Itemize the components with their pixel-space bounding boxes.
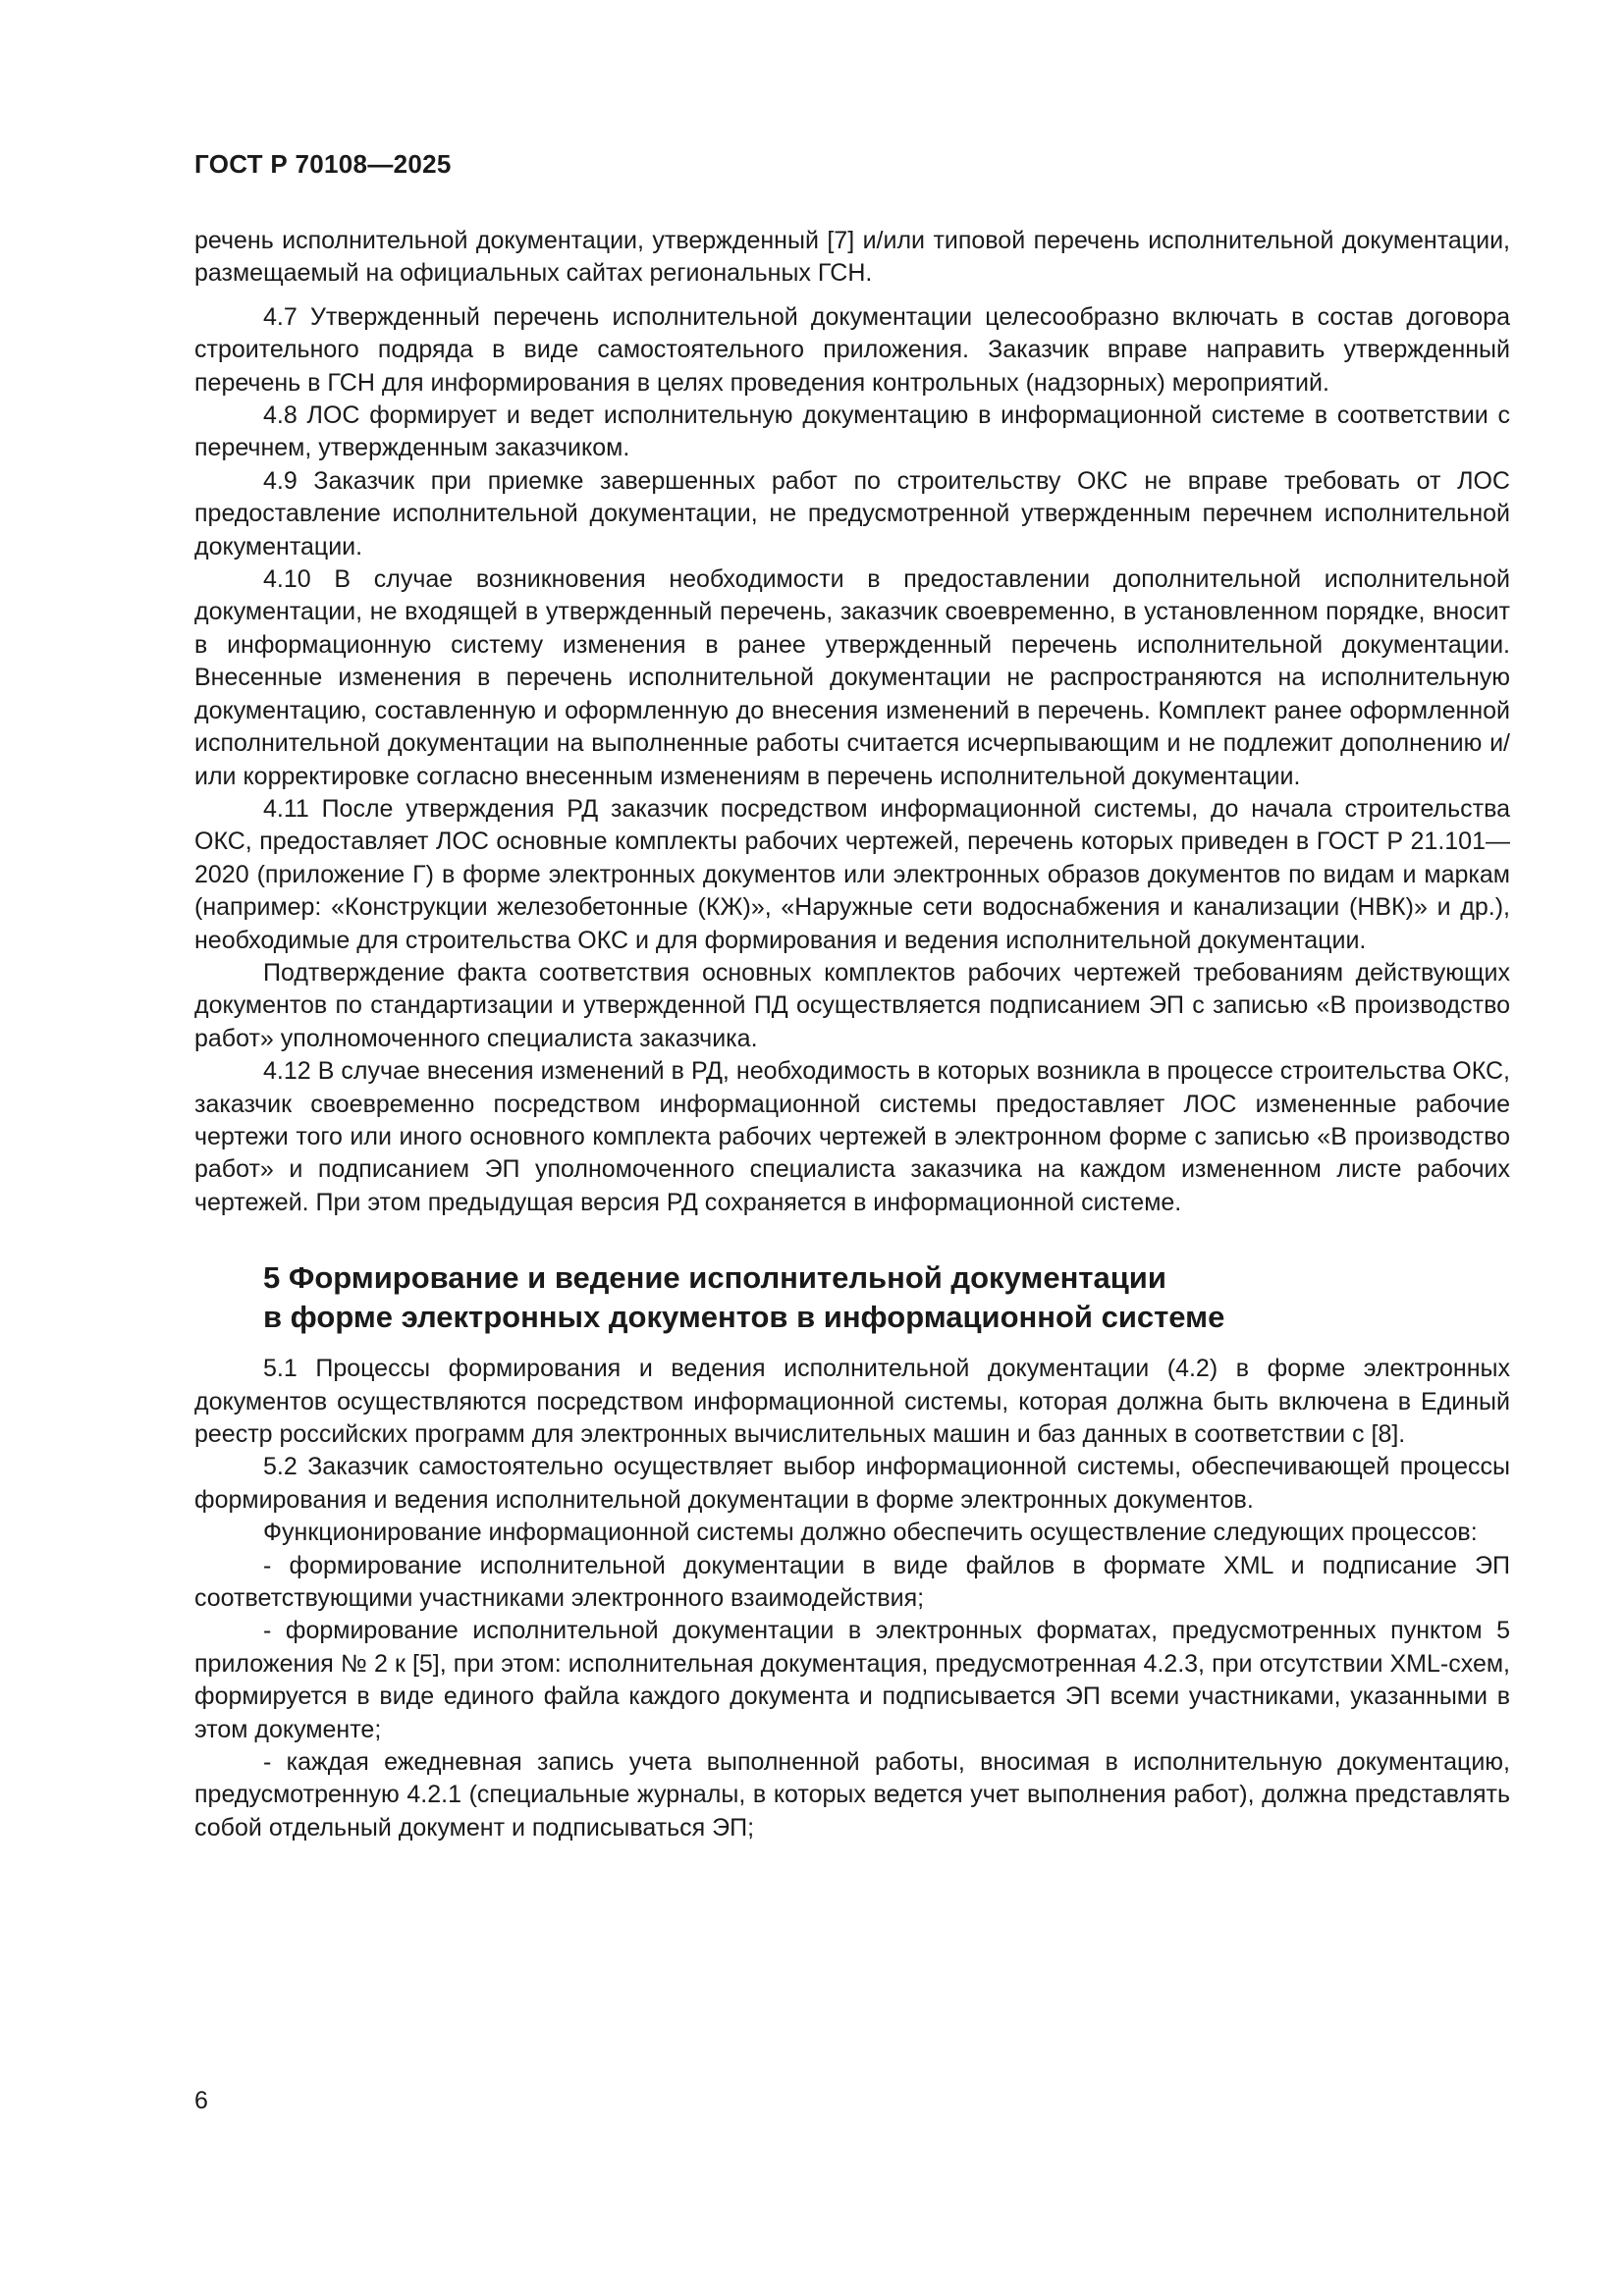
list-item: - формирование исполнительной документации в виде файлов в формате XML и подписание ЭП соответствующими участниками электронного взаимодействия; bbox=[194, 1551, 1510, 1613]
paragraph-4-11-confirmation: Подтверждение факта соответствия основных комплектов рабочих чертежей требованиям действующих документов по стандартизации и утвержденной ПД осуществляется подписанием ЭП с записью «В производство работ» уполномоченного специалиста заказчика. bbox=[194, 958, 1510, 1052]
page-number: 6 bbox=[194, 2087, 208, 2114]
list-item: - каждая ежедневная запись учета выполненной работы, вносимая в исполнительную документацию, предусмотренную 4.2.1 (специальные журналы, в которых ведется учет выполнения работ), должна представлять собой отдельный документ и подписываться ЭП; bbox=[194, 1748, 1510, 1842]
section-5-heading-line-2: в форме электронных документов в информационной системе bbox=[263, 1300, 1225, 1335]
paragraph-5-1: 5.1 Процессы формирования и ведения исполнительной документации (4.2) в форме электронных документов осуществляются посредством информационной системы, которая должна быть включена в Единый реестр российских программ для электронных вычислительных машин и баз данных в соответствии с [8]. bbox=[194, 1355, 1510, 1448]
paragraph-continuation: речень исполнительной документации, утвержденный [7] и/или типовой перечень исполнительной документации, размещаемый на официальных сайтах региональных ГСН. bbox=[194, 227, 1510, 288]
section-5-heading bbox=[263, 1258, 1510, 1337]
page-body bbox=[194, 225, 1510, 1844]
paragraph-4-8: 4.8 ЛОС формирует и ведет исполнительную документацию в информационной системе в соответствии с перечнем, утвержденным заказчиком. bbox=[194, 401, 1510, 462]
list-item: - формирование исполнительной документации в электронных форматах, предусмотренных пунктом 5 приложения № 2 к [5], при этом: исполнительная документация, предусмотренная 4.2.3, при отсутствии XML-схем, формируется в виде единого файла каждого документа и подписывается ЭП всеми участниками, указанными в этом документе; bbox=[194, 1617, 1510, 1743]
paragraph-4-10: 4.10 В случае возникновения необходимости в предоставлении дополнительной исполнительной документации, не входящей в утвержденный перечень, заказчик своевременно, в установленном порядке, вносит в информационную систему изменения в ранее утвержденный перечень исполнительной документации. Внесенные изменения в перечень исполнительной документации не распространяются на исполнительную документацию, составленную и оформленную до внесения изменений в перечень. Комплект ранее оформленной исполнительной документации на выполненные работы считается исчерпывающим и не подлежит дополнению и/или корректировке согласно внесенным изменениям в перечень исполнительной документации. bbox=[194, 565, 1510, 790]
paragraph-4-9: 4.9 Заказчик при приемке завершенных работ по строительству ОКС не вправе требовать от ЛОС предоставление исполнительной документации, не предусмотренной утвержденным перечнем исполнительной документации. bbox=[194, 466, 1510, 561]
paragraph-4-7: 4.7 Утвержденный перечень исполнительной документации целесообразно включать в состав договора строительного подряда в виде самостоятельного приложения. Заказчик вправе направить утвержденный перечень в ГСН для информирования в целях проведения контрольных (надзорных) мероприятий. bbox=[194, 302, 1510, 397]
paragraph-5-2-functioning: Функционирование информационной системы должно обеспечить осуществление следующих процессов: bbox=[263, 1519, 1478, 1547]
document-code-header: ГОСТ Р 70108—2025 bbox=[194, 149, 452, 179]
paragraph-4-12: 4.12 В случае внесения изменений в РД, необходимость в которых возникла в процессе строительства ОКС, заказчик своевременно посредством информационной системы предоставляет ЛОС измененные рабочие чертежи того или иного основного комплекта рабочих чертежей в электронном форме с записью «В производство работ» и подписанием ЭП уполномоченного специалиста заказчика на каждом измененном листе рабочих чертежей. При этом предыдущая версия РД сохраняется в информационной системе. bbox=[194, 1057, 1510, 1216]
paragraph-5-2: 5.2 Заказчик самостоятельно осуществляет выбор информационной системы, обеспечивающей процессы формирования и ведения исполнительной документации в форме электронных документов. bbox=[194, 1453, 1510, 1514]
section-5-heading-line-1: 5 Формирование и ведение исполнительной документации bbox=[263, 1260, 1166, 1296]
paragraph-4-11: 4.11 После утверждения РД заказчик посредством информационной системы, до начала строительства ОКС, предоставляет ЛОС основные комплекты рабочих чертежей, перечень которых приведен в ГОСТ Р 21.101—2020 (приложение Г) в форме электронных документов или электронных образов документов по видам и маркам (например: «Конструкции железобетонные (КЖ)», «Наружные сети водоснабжения и канализации (НВК)» и др.), необходимые для строительства ОКС и для формирования и ведения исполнительной документации. bbox=[194, 794, 1510, 954]
